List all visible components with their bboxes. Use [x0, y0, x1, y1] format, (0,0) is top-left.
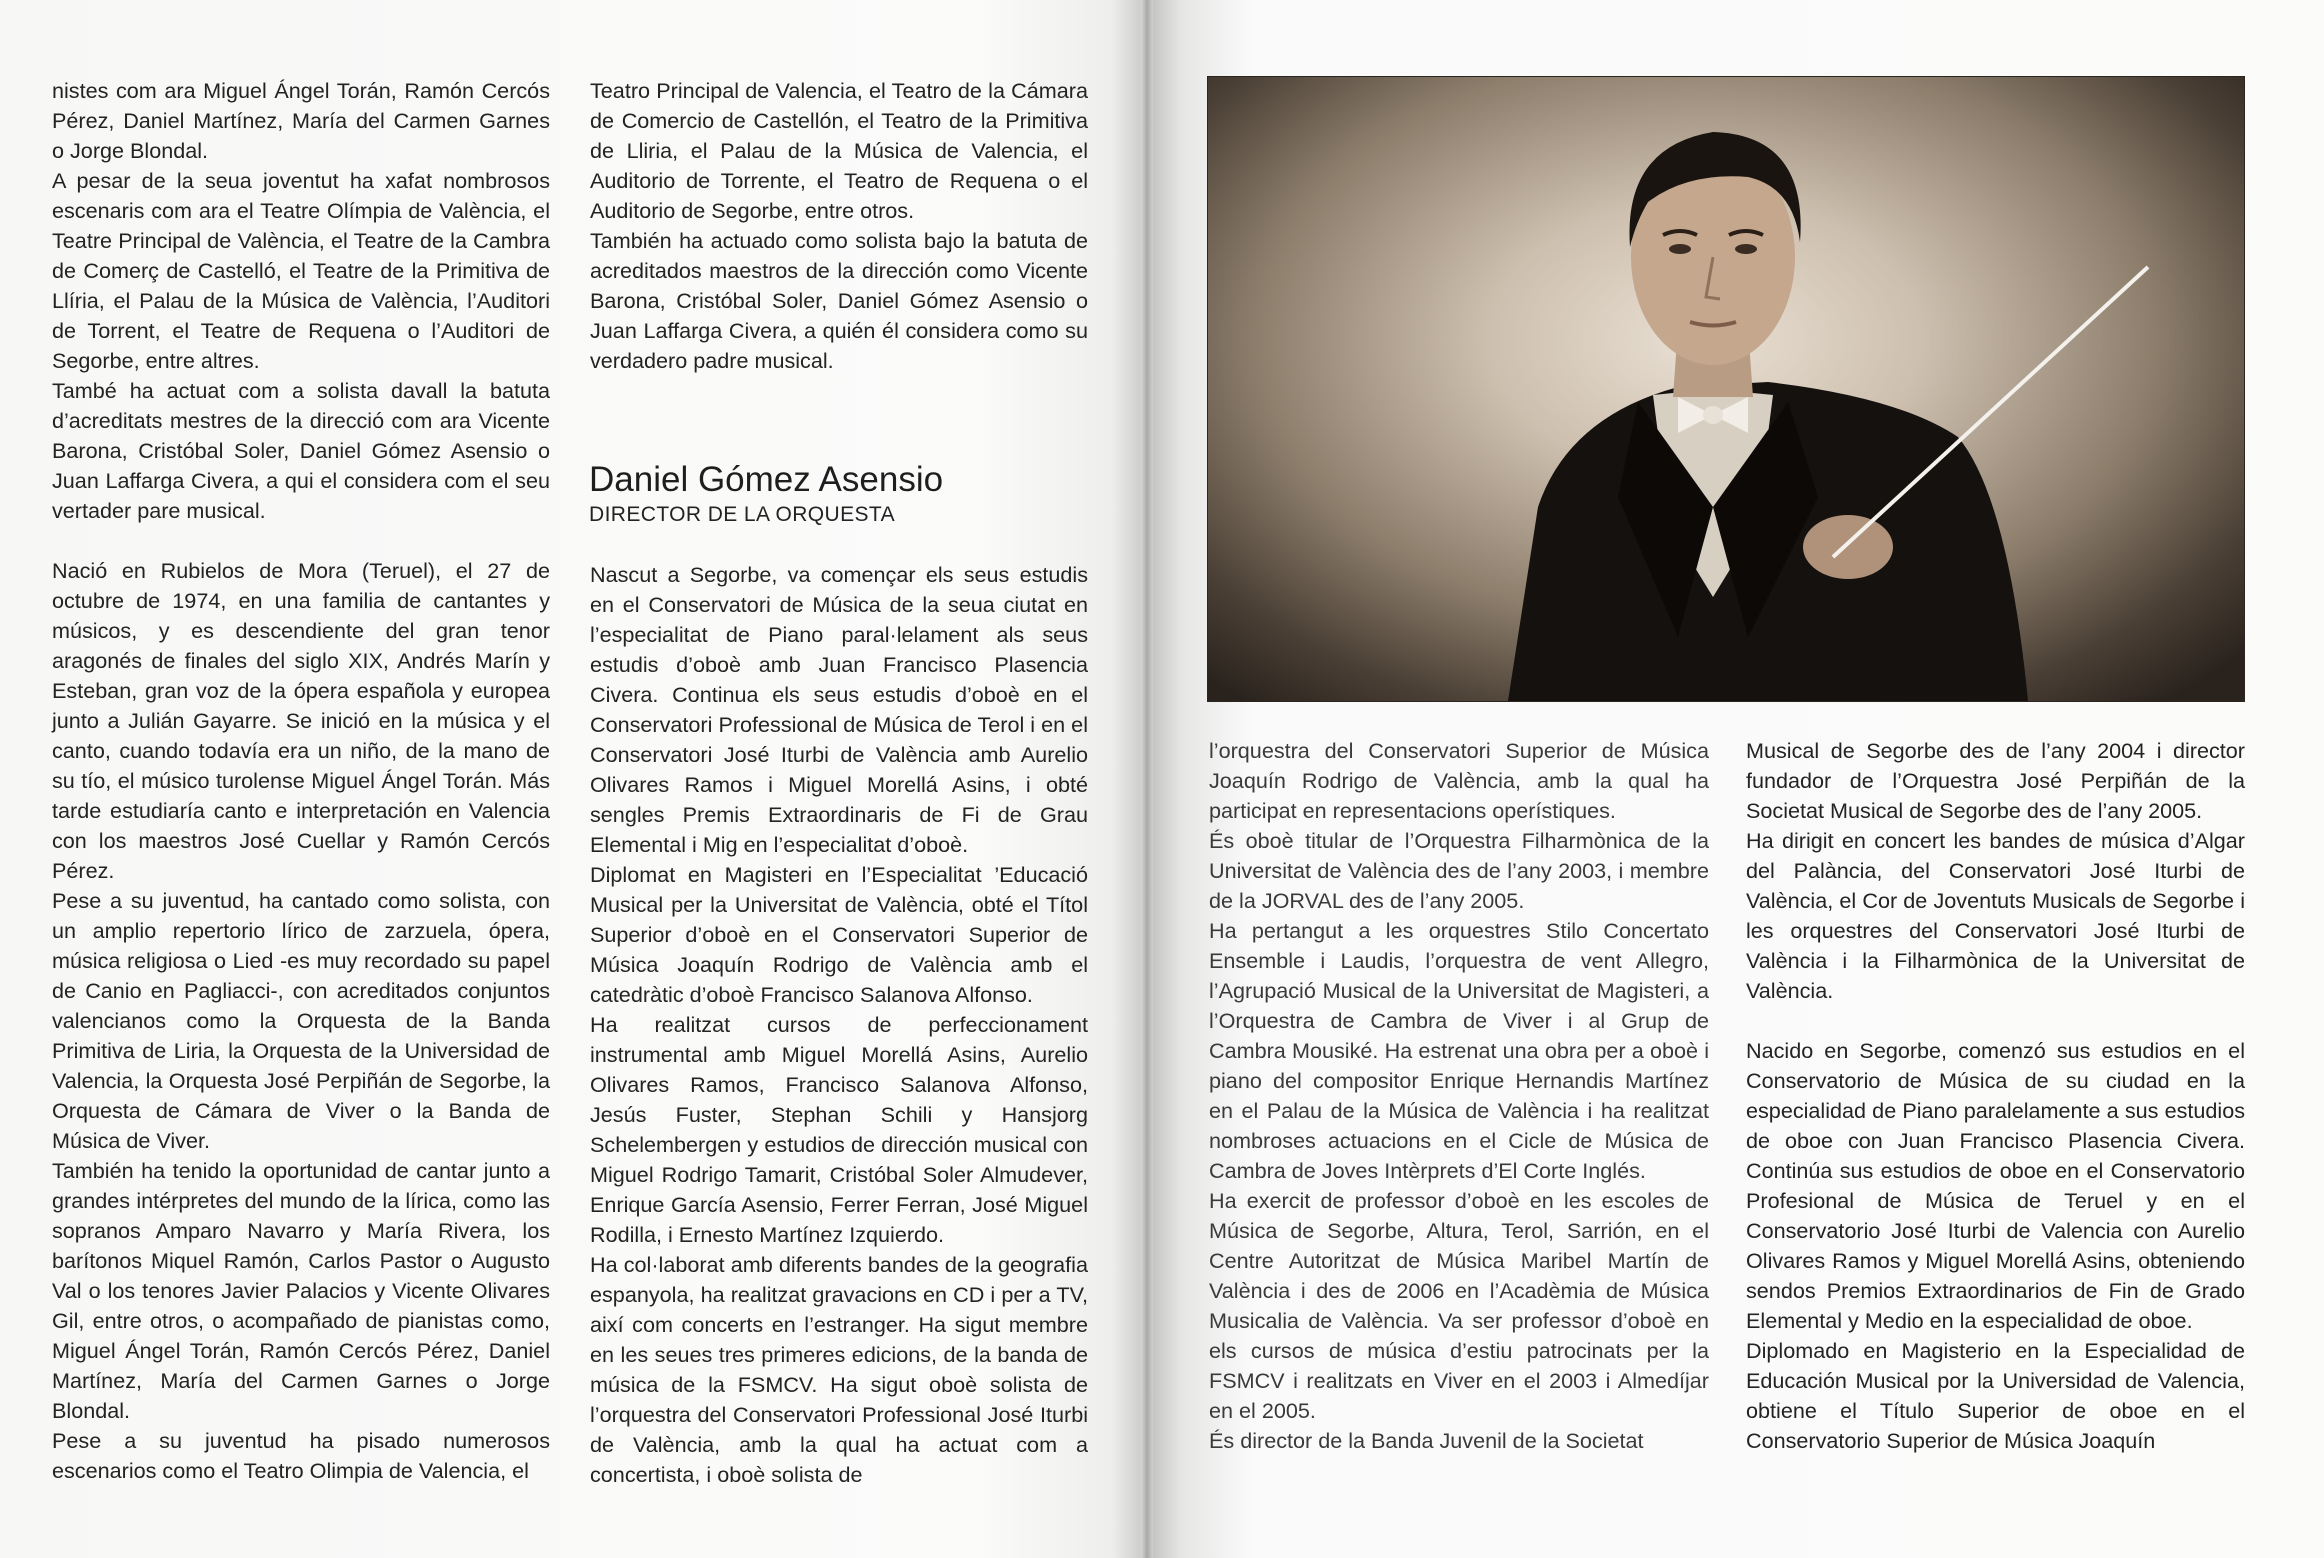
book-spine [1141, 0, 1153, 1558]
paragraph: Nascut a Segorbe, va començar els seus estudis en el Conservatori de Música de la seua ciutat en l’especialitat de Piano paral·lelament als seus estudis d’oboè amb Juan Francisco Plasencia Civera. Continua els seus estudis d’oboè en el Conservatori Professional de Música de Terol i en el Conservatori José Iturbi de València amb Aurelio Olivares Ramos i Miguel Morellá Asins, i obté sengles Premis Extraordinaris de Fi de Grau Elemental i Mig en l’especialitat d’oboè. [590, 562, 1088, 857]
left-column-1 [52, 76, 550, 1486]
paragraph: Diplomat en Magisteri en l’Especialitat ’Educació Musical per la Universitat de València, obté el Títol Superior d’oboè en el Conservatori Superior de Música Joaquín Rodrigo de València amb el catedràtic d’oboè Francisco Salanova Alfonso. [590, 862, 1088, 1007]
paragraph: Ha pertangut a les orquestres Stilo Concertato Ensemble i Laudis, l’orquestra de vent Allegro, l’Agrupació Musical de la Universitat de Magisteri, a l’Orquestra de Cambra de Viver i al Grup de Cambra Mousiké. Ha estrenat una obra per a oboè i piano del compositor Enrique Hernandis Martínez en el Palau de la Música de València i ha realitzat nombroses actuacions en el Cicle de Música de Cambra de Joves Intèrprets d’El Corte Inglés. [1209, 918, 1709, 1183]
paragraph: l’orquestra del Conservatori Superior de Música Joaquín Rodrigo de València, amb la qual ha participat en representacions operístiques. [1209, 738, 1709, 823]
paragraph: A pesar de la seua joventut ha xafat nombrosos escenaris com ara el Teatre Olímpia de València, el Teatre Principal de València, el Teatre de la Cambra de Comerç de Castelló, el Teatre de la Primitiva de Llíria, el Palau de la Música de València, l’Auditori de Torrent, el Teatre de Requena o l’Auditori de Segorbe, entre altres. [52, 168, 550, 373]
paragraph: Pese a su juventud ha pisado numerosos escenarios como el Teatro Olimpia de Valencia, el [52, 1428, 550, 1483]
portrait-illustration [1208, 77, 2244, 701]
section-heading [589, 458, 1109, 528]
conductor-role: DIRECTOR DE LA ORQUESTA [589, 503, 895, 526]
paragraph: También ha tenido la oportunidad de cantar junto a grandes intérpretes del mundo de la lírica, como las sopranos Amparo Navarro y María Rivera, los barítonos Miquel Ramón, Carlos Pastor o Augusto Val o los tenores Javier Palacios y Vicente Olivares Gil, entre otros, o acompañado de pianistas como, Miguel Ángel Torán, Ramón Cercós Pérez, Daniel Martínez, María del Carmen Garnes o Jorge Blondal. [52, 1158, 550, 1423]
paragraph: Musical de Segorbe des de l’any 2004 i director fundador de l’Orquestra José Perpiñán de la Societat Musical de Segorbe des de l’any 2005. [1746, 738, 2245, 823]
paragraph: Ha realitzat cursos de perfeccionament instrumental amb Miguel Morellá Asins, Aurelio Olivares Ramos, Francisco Salanova Alfonso, Jesús Fuster, Stephan Schili y Hansjorg Schelembergen y estudios de dirección musical con Miguel Rodrigo Tamarit, Cristóbal Soler Almudever, Enrique García Asensio, Ferrer Ferran, José Miguel Rodilla, i Ernesto Martínez Izquierdo. [590, 1012, 1088, 1247]
paragraph: Diplomado en Magisterio en la Especialidad de Educación Musical por la Universidad de Valencia, obtiene el Título Superior de oboe en el Conservatorio Superior de Música Joaquín [1746, 1338, 2245, 1453]
paragraph: Ha dirigit en concert les bandes de música d’Algar del Palància, del Conservatori José Iturbi de València, el Cor de Joventuts Musicals de Segorbe i les orquestres del Conservatori José Iturbi de València i la Filharmònica de la Universitat de València. [1746, 828, 2245, 1003]
paragraph: También ha actuado como solista bajo la batuta de acreditados maestros de la dirección como Vicente Barona, Cristóbal Soler, Daniel Gómez Asensio o Juan Laffarga Civera, a quién él considera como su verdadero padre musical. [590, 228, 1088, 373]
right-column-2 [1746, 736, 2245, 1456]
paragraph: Pese a su juventud, ha cantado como solista, con un amplio repertorio lírico de zarzuela, ópera, música religiosa o Lied -es muy recordado su papel de Canio en Pagliacci-, con acreditados conjuntos valencianos como la Orquesta de la Banda Primitiva de Liria, la Orquesta de la Universidad de Valencia, la Orquesta José Perpiñán de Segorbe, la Orquesta de Cámara de Viver o la Banda de Música de Viver. [52, 888, 550, 1153]
paragraph: Ha exercit de professor d’oboè en les escoles de Música de Segorbe, Altura, Terol, Sarrión, en el Centre Autoritzat de Música Maribel Martín de València i des de 2006 en l’Acadèmia de Música Musicalia de València. Va ser professor d’oboè en els cursos de música d’estiu patrocinats per la FSMCV i realitzats en Viver en el 2003 i Almedíjar en el 2005. [1209, 1188, 1709, 1423]
paragraph: nistes com ara Miguel Ángel Torán, Ramón Cercós Pérez, Daniel Martínez, María del Carmen Garnes o Jorge Blondal. [52, 78, 550, 163]
left-column-2-bottom [590, 560, 1088, 1490]
conductor-portrait-photo [1207, 76, 2245, 702]
paragraph: És oboè titular de l’Orquestra Filharmònica de la Universitat de València des de l’any 2003, i membre de la JORVAL des de l’any 2005. [1209, 828, 1709, 913]
right-column-1 [1209, 736, 1709, 1456]
paragraph: També ha actuat com a solista davall la batuta d’acreditats mestres de la direcció com ara Vicente Barona, Cristóbal Soler, Daniel Gómez Asensio o Juan Laffarga Civera, a qui el considera com el seu vertader pare musical. [52, 378, 550, 523]
conductor-name: Daniel Gómez Asensio [589, 460, 944, 499]
paragraph: Nació en Rubielos de Mora (Teruel), el 27 de octubre de 1974, en una familia de cantantes y músicos, y es descendiente del gran tenor aragonés de finales del siglo XIX, Andrés Marín y Esteban, gran voz de la ópera española y europea junto a Julián Gayarre. Se inició en la música y el canto, cuando todavía era un niño, de la mano de su tío, el músico turolense Miguel Ángel Torán. Más tarde estudiaría canto e interpretación en Valencia con los maestros José Cuellar y Ramón Cercós Pérez. [52, 558, 550, 883]
left-column-2-top [590, 76, 1088, 376]
paragraph: Ha col·laborat amb diferents bandes de la geografia espanyola, ha realitzat gravacions en CD i per a TV, així com concerts en l’estranger. Ha sigut membre en les seues tres primeres edicions, de la banda de música de la FSMCV. Ha sigut oboè solista de l’orquestra del Conservatori Professional José Iturbi de València, amb la qual ha actuat com a concertista, i oboè solista de [590, 1252, 1088, 1487]
paragraph: Nacido en Segorbe, comenzó sus estudios en el Conservatorio de Música de su ciudad en la especialidad de Piano paralelamente a sus estudios de oboe con Juan Francisco Plasencia Civera. Continúa sus estudios de oboe en el Conservatorio Profesional de Música de Teruel y en el Conservatorio José Iturbi de Valencia con Aurelio Olivares Ramos y Miguel Morellá Asins, obteniendo sendos Premios Extraordinarios de Fin de Grado Elemental y Medio en la especialidad de oboe. [1746, 1038, 2245, 1333]
paragraph: Teatro Principal de Valencia, el Teatro de la Cámara de Comercio de Castellón, el Teatro de la Primitiva de Lliria, el Palau de la Música de Valencia, el Auditorio de Torrente, el Teatro de Requena o el Auditorio de Segorbe, entre otros. [590, 78, 1088, 223]
paragraph: És director de la Banda Juvenil de la Societat [1209, 1428, 1644, 1453]
